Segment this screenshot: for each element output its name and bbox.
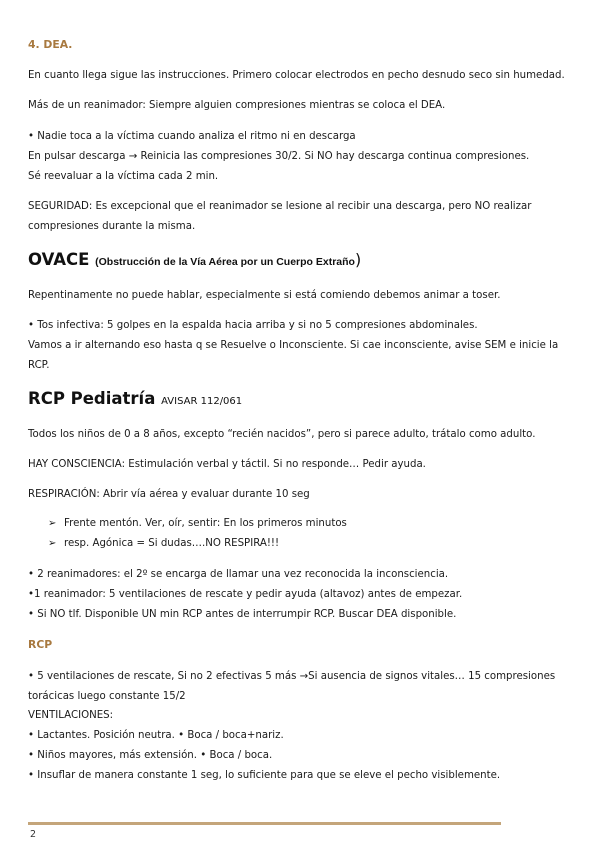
arrow-bullet-icon: ➢ xyxy=(48,518,57,529)
ovace-subtitle: Obstrucción de la Vía Aérea por un Cuerpo Extraño xyxy=(98,256,355,268)
dea-paragraph-3b: En pulsar descarga → Reinicia las compresiones 30/2. Si NO hay descarga continua compresiones. xyxy=(28,151,530,162)
rcp-paragraph-1a: • 5 ventilaciones de rescate, Si no 2 efectivas 5 más →Si ausencia de signos vitales… 15 compresiones xyxy=(28,671,556,682)
dea-paragraph-3c: Sé reevaluar a la víctima cada 2 min. xyxy=(28,171,219,182)
rcp-paragraph-2: VENTILACIONES: xyxy=(28,710,114,721)
rcp-heading: RCP xyxy=(28,638,53,651)
rcp-pediatria-paragraph-2: HAY CONSCIENCIA: Estimulación verbal y táctil. Si no responde… Pedir ayuda. xyxy=(28,459,426,470)
ovace-title: OVACE xyxy=(28,250,90,269)
rcp-paragraph-5: • Insuflar de manera constante 1 seg, lo suficiente para que se eleve el pecho visiblemente. xyxy=(28,770,501,781)
arrow-bullet-icon: ➢ xyxy=(48,538,57,549)
list-item xyxy=(48,538,279,549)
ovace-paragraph-1: Repentinamente no puede hablar, especialmente si está comiendo debemos animar a toser. xyxy=(28,290,501,301)
ovace-subtitle-open: ( xyxy=(95,256,99,268)
dea-heading: 4. DEA. xyxy=(28,38,73,51)
dea-paragraph-1: En cuanto llega sigue las instrucciones. Primero colocar electrodos en pecho desnudo seco sin humedad. xyxy=(28,70,565,81)
rcp-pediatria-heading xyxy=(28,389,242,408)
dea-paragraph-4b: compresiones durante la misma. xyxy=(28,221,196,232)
dea-paragraph-2: Más de un reanimador: Siempre alguien compresiones mientras se coloca el DEA. xyxy=(28,100,446,111)
list-item-text: Frente mentón. Ver, oír, sentir: En los primeros minutos xyxy=(64,518,347,529)
ovace-paragraph-2a: • Tos infectiva: 5 golpes en la espalda hacia arriba y si no 5 compresiones abdominales. xyxy=(28,320,478,331)
rcp-pediatria-paragraph-3: RESPIRACIÓN: Abrir vía aérea y evaluar durante 10 seg xyxy=(28,489,310,500)
rcp-pediatria-title: RCP Pediatría xyxy=(28,389,156,408)
rcp-paragraph-3: • Lactantes. Posición neutra. • Boca / boca+nariz. xyxy=(28,730,284,741)
rcp-pediatria-paragraph-4c: • Si NO tlf. Disponible UN min RCP antes de interrumpir RCP. Buscar DEA disponible. xyxy=(28,609,457,620)
ovace-subtitle-close: ) xyxy=(354,250,362,269)
rcp-paragraph-1b: torácicas luego constante 15/2 xyxy=(28,691,186,702)
ovace-heading xyxy=(28,250,361,269)
dea-paragraph-3a: • Nadie toca a la víctima cuando analiza el ritmo ni en descarga xyxy=(28,131,356,142)
dea-paragraph-4a: SEGURIDAD: Es excepcional que el reanimador se lesione al recibir una descarga, pero NO realizar xyxy=(28,201,532,212)
ovace-paragraph-2c: RCP. xyxy=(28,360,50,371)
ovace-paragraph-2b: Vamos a ir alternando eso hasta q se Resuelve o Inconsciente. Si cae inconsciente, avise SEM e inicie la xyxy=(28,340,559,351)
footer-divider xyxy=(28,822,501,825)
list-item xyxy=(48,518,347,529)
list-item-text: resp. Agónica = Si dudas….NO RESPIRA!!! xyxy=(64,538,280,549)
rcp-pediatria-paragraph-1: Todos los niños de 0 a 8 años, excepto “recién nacidos”, pero si parece adulto, trátalo como adulto. xyxy=(28,429,536,440)
rcp-pediatria-paragraph-4a: • 2 reanimadores: el 2º se encarga de llamar una vez reconocida la inconsciencia. xyxy=(28,569,449,580)
rcp-paragraph-4: • Niños mayores, más extensión. • Boca / boca. xyxy=(28,750,273,761)
rcp-pediatria-subtitle: AVISAR 112/061 xyxy=(161,396,243,407)
page-number: 2 xyxy=(30,829,37,840)
rcp-pediatria-paragraph-4b: •1 reanimador: 5 ventilaciones de rescate y pedir ayuda (altavoz) antes de empezar. xyxy=(28,589,463,600)
